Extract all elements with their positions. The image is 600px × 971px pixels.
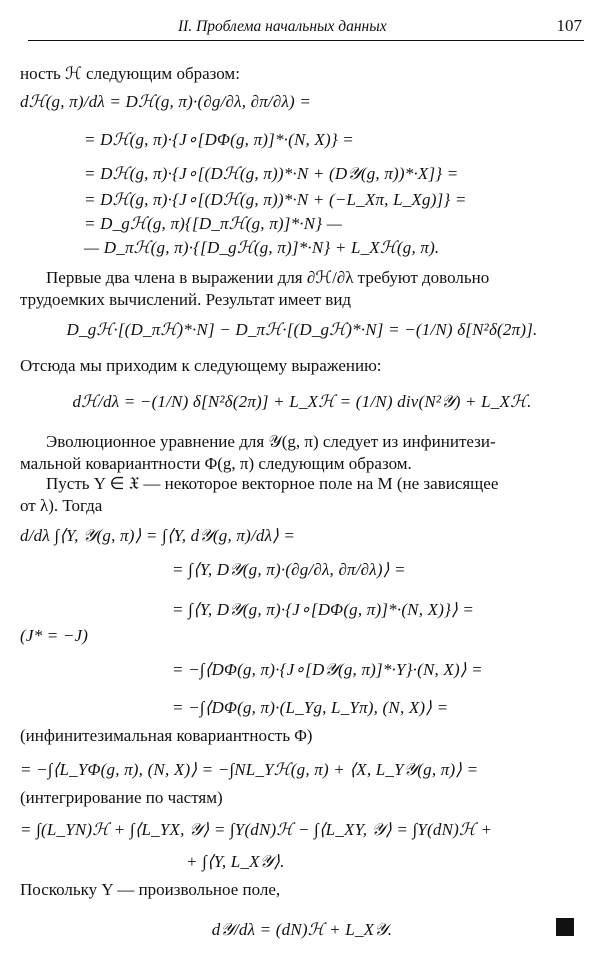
equation-line: = Dℋ(g, π)·{J∘[(Dℋ(g, π))*·N + (D𝒴(g, π))*·X]} = — [84, 164, 459, 183]
text-line: Первые два члена в выражении для ∂ℋ/∂λ требуют довольно — [46, 268, 490, 287]
equation-line: d/dλ ∫⟨Y, 𝒴(g, π)⟩ = ∫⟨Y, d𝒴(g, π)/dλ⟩ = — [20, 526, 296, 545]
equation-line: = ∫⟨Y, D𝒴(g, π)·(∂g/∂λ, ∂π/∂λ)⟩ = — [172, 560, 406, 579]
text-line: Поскольку Y — произвольное поле, — [20, 880, 281, 899]
running-head: II. Проблема начальных данных — [178, 18, 387, 35]
equation-line: = Dℋ(g, π)·{J∘[(Dℋ(g, π))*·N + (−L_Xπ, L_Xg)]} = — [84, 190, 467, 209]
text-line: мальной ковариантности Φ(g, π) следующим образом. — [20, 454, 412, 473]
text-line: (интегрирование по частям) — [20, 788, 223, 807]
equation-line: D_gℋ·[(D_πℋ)*·N] − D_πℋ·[(D_gℋ)*·N] = −(1/N) δ[N²δ(2π)]. — [66, 320, 538, 339]
equation-line: dℋ/dλ = −(1/N) δ[N²δ(2π)] + L_Xℋ = (1/N) div(N²𝒴) + L_Xℋ. — [72, 392, 532, 411]
text-line: Эволюционное уравнение для 𝒴(g, π) следует из инфинитези- — [46, 432, 496, 451]
equation-line: = ∫⟨Y, D𝒴(g, π)·{J∘[DΦ(g, π)]*·(N, X)}⟩ = — [172, 600, 475, 619]
equation-line: d𝒴/dλ = (dN)ℋ + L_X𝒴. — [211, 920, 393, 939]
end-of-proof-square — [556, 918, 574, 936]
text-line: трудоемких вычислений. Результат имеет вид — [20, 290, 352, 309]
text-line: Пусть Y ∈ 𝔛 — некоторое векторное поле на M (не зависящее — [46, 474, 499, 493]
equation-line: = D_gℋ(g, π){[D_πℋ(g, π)]*·N} — — [84, 214, 343, 233]
text-line: Отсюда мы приходим к следующему выражению: — [20, 356, 382, 375]
page-header — [28, 14, 584, 41]
text-line: (инфинитезимальная ковариантность Φ) — [20, 726, 313, 745]
equation-line: = Dℋ(g, π)·{J∘[DΦ(g, π)]*·(N, X)} = — [84, 130, 354, 149]
equation-line: = ∫(L_YN)ℋ + ∫⟨L_YX, 𝒴⟩ = ∫Y(dN)ℋ − ∫⟨L_XY, 𝒴⟩ = ∫Y(dN)ℋ + — [20, 820, 493, 839]
equation-line: = −∫⟨DΦ(g, π)·(L_Yg, L_Yπ), (N, X)⟩ = — [172, 698, 449, 717]
page-number: 107 — [556, 16, 582, 35]
text-line: от λ). Тогда — [20, 496, 103, 515]
equation-line: = −∫⟨DΦ(g, π)·{J∘[D𝒴(g, π)]*·Y}·(N, X)⟩ = — [172, 660, 483, 679]
equation-line: (J* = −J) — [20, 626, 89, 645]
equation-line: — D_πℋ(g, π)·{[D_gℋ(g, π)]*·N} + L_Xℋ(g, π). — [84, 238, 440, 257]
equation-line: = −∫⟨L_YΦ(g, π), (N, X)⟩ = −∫NL_Yℋ(g, π) + ⟨X, L_Y𝒴(g, π)⟩ = — [20, 760, 479, 779]
text-line: ность ℋ следующим образом: — [20, 64, 240, 83]
equation-line: dℋ(g, π)/dλ = Dℋ(g, π)·(∂g/∂λ, ∂π/∂λ) = — [20, 92, 311, 111]
equation-line: + ∫⟨Y, L_X𝒴⟩. — [186, 852, 285, 871]
